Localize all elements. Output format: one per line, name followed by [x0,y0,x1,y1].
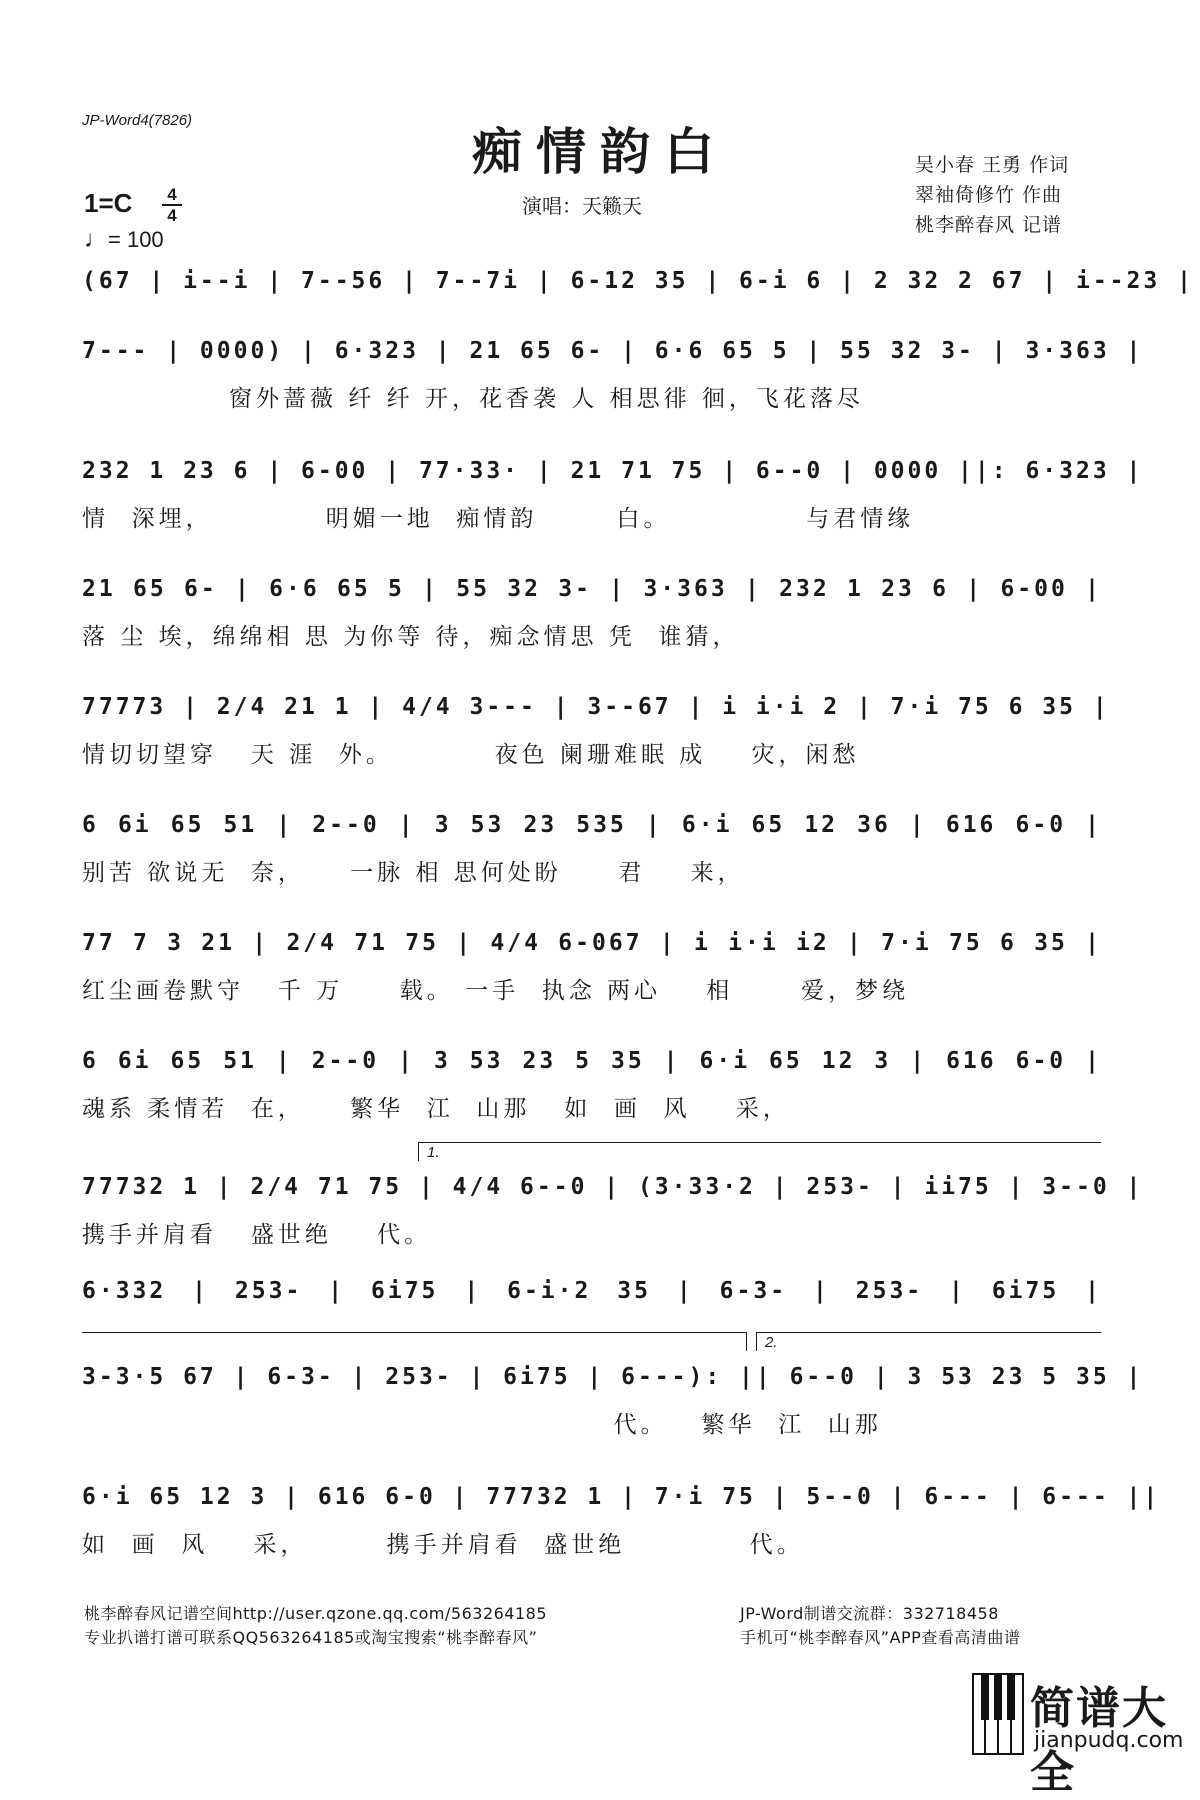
footer-group: JP-Word制谱交流群：332718458 [740,1604,999,1623]
score-line-10: 6·332 | 253- | 6i75 | 6-i·2 35 | 6-3- | 253- | 6i75 | [82,1278,1102,1304]
lyric-line-7: 红尘画卷默守 千 万 载。 一手 执念 两心 相 爱，梦绕 [82,978,910,1004]
score-line-5: 77773 | 2/4 21 1 | 4/4 3--- | 3--67 | i i·i 2 | 7·i 75 6 35 | [82,694,1110,720]
lyric-line-5: 情切切望穿 天 涯 外。 夜色 阑珊难眠 成 灾，闲愁 [82,742,860,768]
score-line-3: 232 1 23 6 | 6-00 | 77·33· | 21 71 75 | 6--0 | 0000 ||: 6·323 | [82,458,1144,484]
tempo-marking [84,226,164,254]
score-line-1: (67 | i--i | 7--56 | 7--7i | 6-12 35 | 6-i 6 | 2 32 2 67 | i--23 | [82,268,1194,294]
credits-block [915,150,1069,240]
footer-left [84,1602,547,1650]
score-line-11: 3-3·5 67 | 6-3- | 253- | 6i75 | 6---): || 6--0 | 3 53 23 5 35 | [82,1364,1144,1390]
logo-text: 简谱大全 [1030,1683,1168,1798]
lyric-line-6: 别苦 欲说无 奈， 一脉 相 思何处盼 君 来， [82,860,745,886]
song-title: 痴情韵白 [472,122,728,181]
first-ending-label: 1. [427,1144,440,1161]
composer-credit: 翠袖倚修竹 作曲 [915,184,1063,206]
piano-keys-icon [972,1670,1026,1758]
first-ending-bracket [418,1142,1101,1161]
footer-right [740,1602,1020,1650]
footer-app: 手机可“桃李醉春风”APP查看高清曲谱 [740,1628,1021,1647]
time-signature-bottom: 4 [167,206,177,225]
logo-url: jianpudq.com [1034,1728,1184,1753]
software-version: JP-Word4(7826) [82,112,193,129]
first-ending-bracket-end [82,1332,747,1351]
second-ending-bracket [756,1332,1101,1351]
score-line-6: 6 6i 65 51 | 2--0 | 3 53 23 535 | 6·i 65 12 36 | 616 6-0 | [82,812,1102,838]
score-line-9: 77732 1 | 2/4 71 75 | 4/4 6--0 | (3·33·2 | 253- | ii75 | 3--0 | [82,1174,1144,1200]
score-line-12: 6·i 65 12 3 | 616 6-0 | 77732 1 | 7·i 75 | 5--0 | 6--- | 6--- || [82,1484,1161,1510]
lyric-line-8: 魂系 柔情若 在， 繁华 江 山那 如 画 风 采， [82,1096,790,1122]
time-signature-top: 4 [167,185,177,204]
second-ending-label: 2. [765,1334,778,1351]
lyric-line-12: 如 画 风 采， 携手并肩看 盛世绝 代。 [82,1532,804,1558]
singer-label: 演唱：天籁天 [522,194,642,218]
key-signature: 1=C [84,188,133,218]
lyric-line-2: 窗外蔷薇 纤 纤 开，花香袭 人 相思徘 徊，飞花落尽 [82,386,864,412]
lyricist-credit: 吴小春 王勇 作词 [915,154,1070,176]
score-line-8: 6 6i 65 51 | 2--0 | 3 53 23 5 35 | 6·i 65 12 3 | 616 6-0 | [82,1048,1102,1074]
lyric-line-3: 情 深埋， 明媚一地 痴情韵 白。 与君情缘 [82,506,915,532]
tempo-value: = 100 [108,227,164,252]
lyric-line-4: 落 尘 埃，绵绵相 思 为你等 待，痴念情思 凭 谁猜， [82,624,740,650]
time-signature [162,186,182,224]
footer-contact: 专业扒谱打谱可联系QQ563264185或淘宝搜索“桃李醉春风” [84,1628,538,1647]
transcriber-credit: 桃李醉春风 记谱 [915,214,1063,236]
lyric-line-9: 携手并肩看 盛世绝 代。 [82,1222,432,1248]
score-line-7: 77 7 3 21 | 2/4 71 75 | 4/4 6-067 | i i·i i2 | 7·i 75 6 35 | [82,930,1102,956]
score-line-2: 7--- | 0000) | 6·323 | 21 65 6- | 6·6 65 5 | 55 32 3- | 3·363 | [82,338,1144,364]
footer-space-link[interactable]: 桃李醉春风记谱空间http://user.qzone.qq.com/563264185 [84,1604,548,1623]
lyric-line-11: 代。 繁华 江 山那 [82,1412,882,1438]
quarter-note-icon: ♩ [84,226,108,253]
score-line-4: 21 65 6- | 6·6 65 5 | 55 32 3- | 3·363 | 232 1 23 6 | 6-00 | [82,576,1102,602]
site-logo[interactable] [972,1670,1192,1798]
